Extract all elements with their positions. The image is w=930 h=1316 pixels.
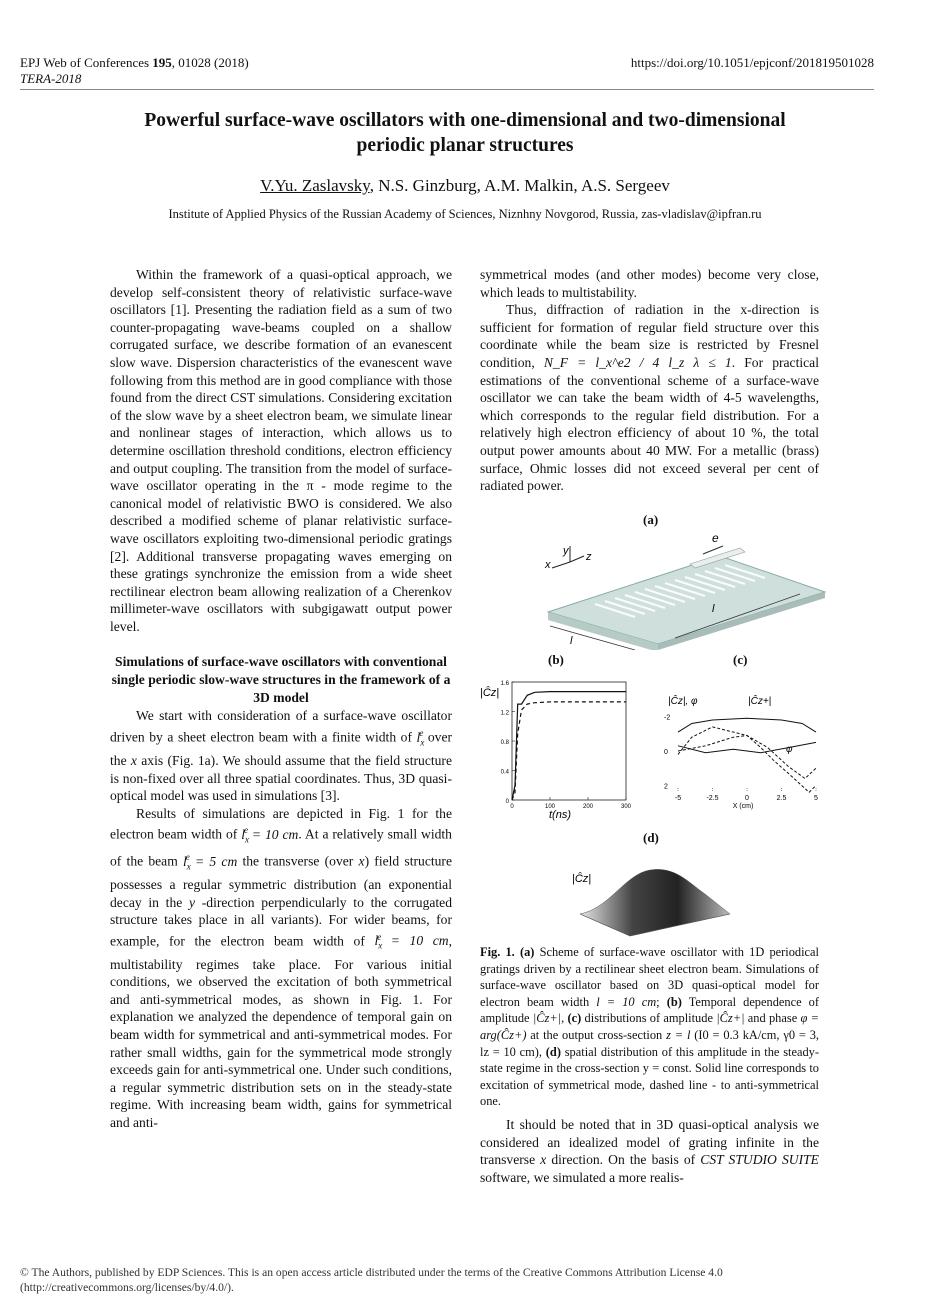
running-header-left (20, 55, 249, 87)
label-y: y (563, 545, 569, 557)
label-e: e (712, 532, 719, 545)
paragraph-multistability: symmetrical modes (and other modes) become very close, which leads to multistability. (480, 267, 819, 300)
axis-z (570, 556, 584, 562)
figure-label-a: (a) (643, 512, 659, 527)
chart-b-ytick-label: 0.8 (500, 740, 509, 746)
label-z: z (586, 551, 592, 563)
figure-1d-surface (570, 862, 740, 944)
chart-b-ytick-label: 1.2 (500, 710, 509, 717)
paragraph-fresnel: Thus, diffraction of radiation in the x-direction is sufficient for formation of regular field structure over this coordinate while the beam size is restricted by Fresnel condition, N_F = l_x^e2 / 4 l_z λ ≤ 1. For practical estimations of the conventional scheme of a surface-wave oscillator we can take the beam width of 4-5 wavelengths, which corresponds to the regular field distribution. For a relatively high electron efficiency of about 10 %, the total output power amounts about 40 MW. For a metallic (brass) surface, Ohmic losses did not exceed several per cent of radiated power. (480, 302, 819, 494)
label-lz: l (712, 603, 715, 615)
section-heading: Simulations of surface-wave oscillators with conventional single periodic slow-wave structures in the framework of a 3D model (111, 654, 451, 706)
chart-c-xtick-label: 2.5 (776, 795, 787, 802)
journal-prefix: EPJ Web of Conferences (20, 55, 153, 70)
chart-c-xtick-label: 0 (745, 795, 749, 802)
header-rule (20, 89, 874, 90)
chart-d-label: |Ĉz| (572, 873, 592, 885)
beam-arrow (703, 546, 723, 554)
chart-c-series-1 (678, 718, 816, 732)
label-x: x (545, 559, 551, 571)
chart-b-series-solid (512, 692, 626, 800)
figure-1b-chart (478, 676, 640, 822)
chart-b-ytick-label: 0.4 (500, 769, 509, 776)
chart-b-xlabel: t(ns) (549, 809, 571, 821)
figure-caption: Fig. 1. (a) Scheme of surface-wave oscillator with 1D periodical gratings driven by a rectilinear sheet electron beam. Simulations of surface-wave oscillator based on 3D quasi-optical model for electron beam width l = 10 cm; (b) Temporal dependence of amplitude |Ĉz+|, (c) distributions of amplitude |Ĉz+| and phase φ = arg(Ĉz+) at the output cross-section z = l (I0 = 0.3 kA/cm, γ0 = 3, lz = 10 cm), (d) spatial distribution of this amplitude in the steady-state regime in the cross-section y = const. Solid line corresponds to excitation of symmetrical mode, dashed line - to anti-symmetrical one. (480, 945, 820, 1109)
surface-mesh (580, 869, 730, 936)
chart-c-xtick-label: -5 (674, 795, 682, 802)
chart-c-label1: |Ĉz|, φ (668, 696, 698, 707)
math-lxe: $l_x^e$ (416, 728, 425, 748)
chart-c-xtick-label: 5 (814, 795, 818, 802)
chart-b-xtick-label: 100 (544, 804, 556, 810)
chart-b-xtick-label: 300 (620, 804, 632, 810)
coauthors: , N.S. Ginzburg, A.M. Malkin, A.S. Sergeev (369, 176, 670, 195)
left-column (110, 266, 452, 1132)
chart-c-xlabel: X (cm) (732, 803, 754, 810)
chart-b-series-dashed (512, 702, 626, 800)
article-info: , 01028 (2018) (171, 55, 249, 70)
math-eq-5cm: $l_x^e = 5$ cm (183, 852, 238, 872)
chart-c-series-4 (678, 736, 816, 793)
chart-c-label2: |Ĉz+| (748, 696, 772, 707)
license-line: © The Authors, published by EDP Sciences. This is an open access article distributed under the terms of the Creative Commons Attribution License 4.0 (20, 1266, 723, 1279)
doi-link[interactable]: https://doi.org/10.1051/epjconf/201819501028 (630, 55, 874, 70)
chart-c-ytick-label: 0 (664, 749, 668, 756)
paragraph-3d-model: We start with consideration of a surface-wave oscillator driven by a sheet electron beam with a finite width of $l_x^e$ over the x axis (Fig. 1a). We should assume that the field structure is non-fixed over all three spatial coordinates. Thus, 3D quasi-optical model was used in simulations [3]. (110, 708, 452, 804)
author-list (110, 176, 820, 196)
chart-b-xtick-label: 0 (510, 804, 514, 810)
right-column-top (480, 266, 819, 495)
chart-b-ytick-label: 0 (505, 799, 509, 805)
chart-c-series-3 (678, 727, 816, 779)
chart-c-ytick-label: -2 (664, 714, 671, 722)
journal-volume: 195 (152, 55, 172, 70)
math-eq-10cm: $l_x^e = 10$ cm (241, 825, 299, 845)
corresponding-author: V.Yu. Zaslavsky (260, 176, 370, 195)
axis-x (552, 562, 570, 568)
figure-1a-schematic (540, 532, 830, 650)
chart-c-ytick-label: 2 (664, 783, 668, 791)
figure-label-d: (d) (643, 830, 659, 845)
conference-name: TERA-2018 (20, 71, 82, 86)
license-footer (20, 1265, 880, 1295)
chart-b-ylabel: |Ĉz| (480, 687, 500, 699)
chart-c-xtick-label: -2.5 (706, 795, 719, 802)
figure-label-c: (c) (733, 652, 748, 667)
affiliation: Institute of Applied Physics of the Russian Academy of Sciences, Niznhny Novgorod, Russia, zas-vladislav@ipfran.ru (168, 207, 762, 221)
figure-label-b: (b) (548, 652, 564, 667)
chart-b-xtick-label: 200 (582, 804, 594, 810)
figure-1c-chart (648, 690, 828, 810)
math-fresnel: N_F = l_x^e2 / 4 l_z λ ≤ 1 (543, 354, 732, 370)
math-eq-10cm-b: $l_x^e = 10$ cm (374, 931, 449, 951)
license-url[interactable]: (http://creativecommons.org/licenses/by/4.0/). (20, 1281, 234, 1294)
chart-b-ytick-label: 1.6 (500, 681, 509, 687)
label-lx: l (570, 635, 573, 647)
chart-b-frame (512, 682, 626, 800)
paragraph-cst: It should be noted that in 3D quasi-optical analysis we considered an idealized model of grating infinite in the transverse x direction. On the basis of CST STUDIO SUITE software, we simulated a more realis- (480, 1116, 819, 1185)
right-column-bottom (480, 944, 819, 1186)
chart-c-phi: φ (786, 744, 793, 755)
paper-title: Powerful surface-wave oscillators with one-dimensional and two-dimensional periodic planar structures (144, 110, 786, 156)
abstract-paragraph: Within the framework of a quasi-optical approach, we develop self-consistent theory of relativistic surface-wave oscillators [1]. Presenting the radiation field as a sum of two counter-propagating wave-beams coupled on a shallow corrugated surface, we describe formation of an evanescent slow wave. Dispersion characteristics of the evanescent wave following from this method are in good compliance with those found from the direct CST simulations. Considering excitation of the slow wave by a sheet electron beam, we simulate linear and nonlinear stages of interaction, which allows us to determine oscillation threshold conditions, electron efficiency and output coupling. The transition from the model of surface-wave oscillator operating in the π - mode regime to the canonical model of relativistic BWO is considered. We also described a modified scheme of planar relativistic surface-wave oscillators exploiting two-dimensional periodic gratings [2]. Additional transverse propagating waves emerging on these gratings synchronize the emission from a wide sheet rectilinear electron beam allowing realization of a Cherenkov millimeter-wave oscillators with subgigawatt output power level. (110, 267, 452, 634)
paragraph-results: Results of simulations are depicted in Fig. 1 for the electron beam width of $l_x^e = 10$ cm. At a relatively small width of the beam $l_x^e = 5$ cm the transverse (over x) field structure possesses a regular symmetric distribution (an exponential decay in the y -direction perpendicularly to the corrugated structure takes place in all variants). For wider beams, for example, for the electron beam width of $l_x^e = 10$ cm, multistability regimes take place. For various initial conditions, we observed the excitation of both symmetrical and anti-symmetrical modes, as shown in Fig. 1. For explanation we analyzed the dependence of temporal gain on beam width for symmetrical and anti-symmetrical modes. For rather small widths, gain for the symmetrical mode strongly exceeds gain for anti-symmetrical one. Under such conditions, a regular symmetric distribution sets on in the steady-state regime. With increasing beam width, gains for symmetrical and anti- (110, 805, 453, 1130)
